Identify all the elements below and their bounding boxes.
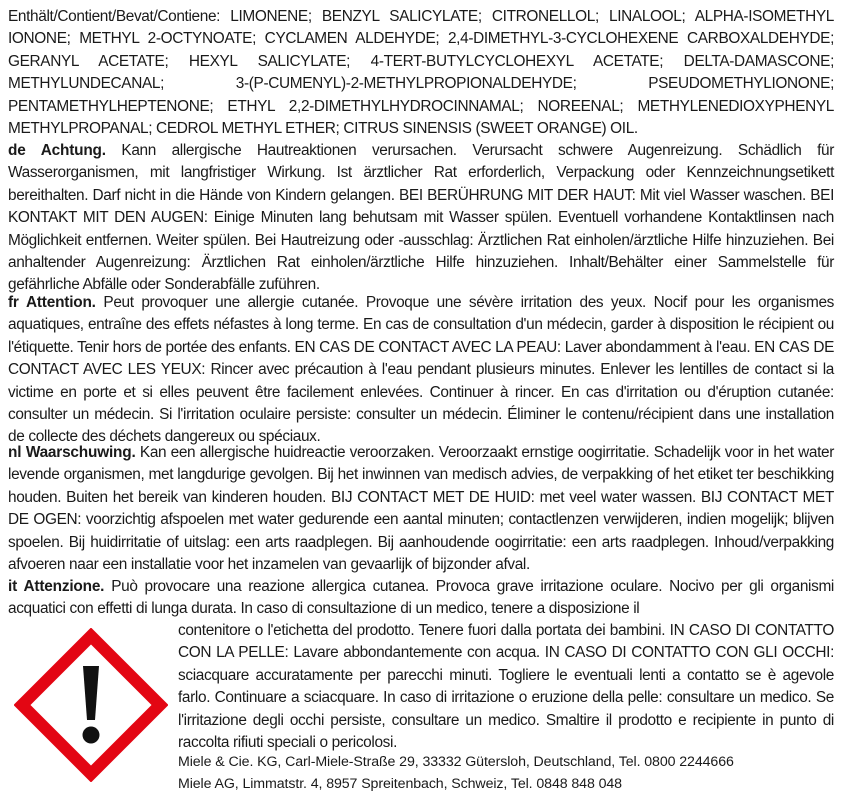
warning-fr-heading: fr Attention. [8, 294, 96, 311]
warning-fr [8, 292, 834, 449]
warning-de [8, 140, 834, 297]
warning-it-heading: it Attenzione. [8, 578, 105, 595]
manufacturer-address-de: Miele & Cie. KG, Carl-Miele-Straße 29, 33332 Gütersloh, Deutschland, Tel. 0800 2244666 [178, 754, 734, 770]
ingredients-list: Enthält/Contient/Bevat/Contiene: LIMONENE; BENZYL SALICYLATE; CITRONELLOL; LINALOOL; ALPHA-ISOMETHYL IONONE; METHYL 2-OCTYNOATE; CYCLAMEN ALDEHYDE; 2,4-DIMETHYL-3-CYCLOHEXENE CARBOXALDEHYDE; GERANYL ACETATE; HEXYL SALICYLATE; 4-TERT-BUTYLCYCLOHEXYL ACETATE; DELTA-DAMASCONE; METHYLUNDECANAL; 3-(P-CUMENYL)-2-METHYLPROPIONALDEHYDE; PSEUDOMETHYLIONONE; PENTAMETHYLHEPTENONE; ETHYL 2,2-DIMETHYLHYDROCINNAMAL; NOREENAL; METHYLENEDIOXYPHENYL METHYLPROPANAL; CEDROL METHYL ETHER; CITRUS SINENSIS (SWEET ORANGE) OIL. [8, 8, 834, 138]
warning-nl-heading: nl Waarschuwing. [8, 444, 136, 461]
warning-de-heading: de Achtung. [8, 142, 106, 159]
warning-it-text-top: Può provocare una reazione allergica cutanea. Provoca grave irritazione oculare. Nocivo per gli organismi acquatici con effetti di lunga durata. In caso di consultazione di un medico, tenere a disposizione il [8, 578, 834, 618]
warning-nl-text: Kan een allergische huidreactie veroorzaken. Veroorzaakt ernstige oogirritatie. Schadelijk voor in het water levende organismen, met langdurige gevolgen. Bij het inwinnen van medisch advies, de verpakking of het etiket ter beschikking houden. Buiten het bereik van kinderen houden. BIJ CONTACT MET DE HUID: met veel water wassen. BIJ CONTACT MET DE OGEN: voorzichtig afspoelen met water gedurende een aantal minuten; contactlenzen verwijderen, indien mogelijk; blijven spoelen. Bij huidirritatie of uitslag: een arts raadplegen. Bij aanhoudende oogirritatie: een arts raadplegen. Inhoud/verpakking afvoeren naar een installatie voor het inzamelen van gevaarlijk of bijzonder afval. [8, 444, 834, 574]
manufacturer-address-ch: Miele AG, Limmatstr. 4, 8957 Spreitenbach, Schweiz, Tel. 0848 848 048 [178, 776, 622, 792]
ghs-exclamation-mark-icon [14, 628, 168, 782]
warning-it-continued: contenitore o l'etichetta del prodotto. Tenere fuori dalla portata dei bambini. IN CASO DI CONTATTO CON LA PELLE: Lavare abbondantemente con acqua. IN CASO DI CONTATTO CON GLI OCCHI: sciacquare accuratamente per parecchi minuti. Togliere le eventuali lenti a contatto se è agevole farlo. Continuare a sciacquare. In caso di irritazione o eruzione della pelle: consultare un medico. Se l'irritazione degli occhi persiste, consultare un medico. Smaltire il prodotto e recipiente in punto di raccolta rifiuti speciali o pericolosi. [178, 622, 834, 752]
warning-fr-text: Peut provoquer une allergie cutanée. Provoque une sévère irritation des yeux. Nocif pour les organismes aquatiques, entraîne des effets néfastes à long terme. En cas de consultation d'un médecin, garder à disposition le récipient ou l'étiquette. Tenir hors de portée des enfants. EN CAS DE CONTACT AVEC LA PEAU: Laver abondamment à l'eau. EN CAS DE CONTACT AVEC LES YEUX: Rincer avec précaution à l'eau pendant plusieurs minutes. Enlever les lentilles de contact si la victime en porte et si elles peuvent être facilement enlevées. Continuer à rincer. En cas d'irritation ou d'éruption cutanée: consulter un médecin. Si l'irritation oculaire persiste: consulter un médecin. Éliminer le contenu/récipient dans une installation de collecte des déchets dangereux ou spéciaux. [8, 294, 834, 446]
warning-it [8, 576, 834, 621]
warning-nl [8, 442, 834, 576]
warning-de-text: Kann allergische Hautreaktionen verursachen. Verursacht schwere Augenreizung. Schädlich für Wasserorganismen, mit langfristiger Wirkung. Ist ärztlicher Rat erforderlich, Verpackung oder Kennzeichnungsetikett bereithalten. Darf nicht in die Hände von Kindern gelangen. BEI BERÜHRUNG MIT DER HAUT: Mit viel Wasser waschen. BEI KONTAKT MIT DEN AUGEN: Einige Minuten lang behutsam mit Wasser spülen. Eventuell vorhandene Kontaktlinsen nach Möglichkeit entfernen. Weiter spülen. Bei Hautreizung oder -ausschlag: Ärztlichen Rat einholen/ärztliche Hilfe hinzuziehen. Bei anhaltender Augenreizung: Ärztlichen Rat einholen/ärztliche Hilfe hinzuziehen. Inhalt/Behälter einer Sammelstelle für gefährliche Abfälle oder Sonderabfälle zuführen. [8, 142, 834, 294]
